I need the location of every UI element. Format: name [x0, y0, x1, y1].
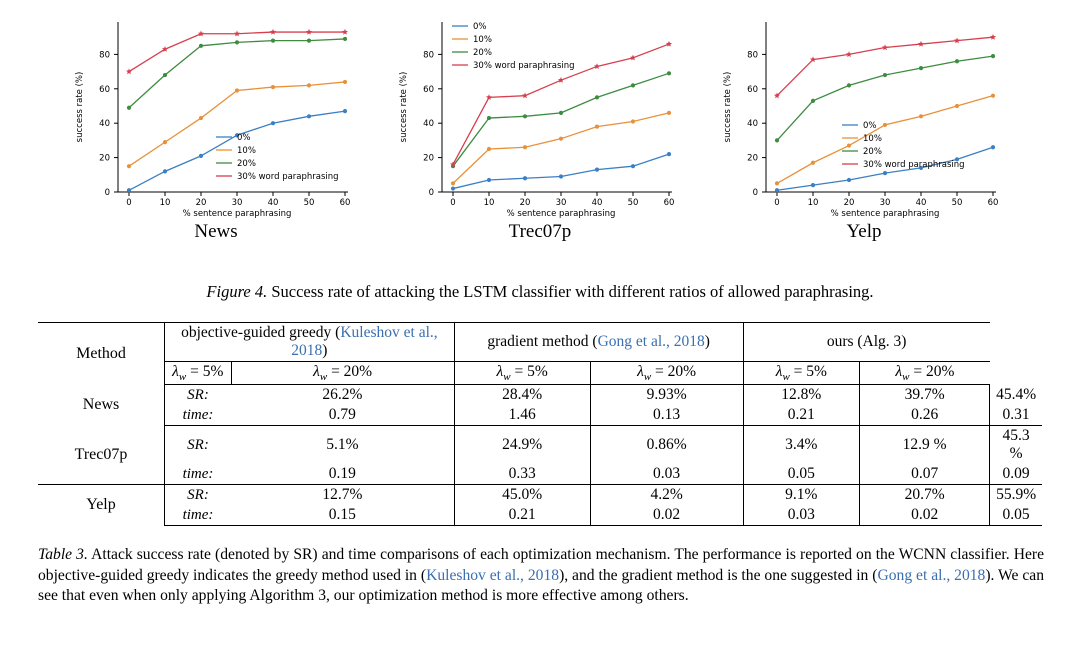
yaxis-label-trec: success rate (%) [399, 71, 409, 143]
line-news-3 [129, 32, 345, 72]
marker-news-0-4 [271, 121, 275, 125]
legend-label-yelp-1: 10% [863, 134, 882, 144]
table-row-trec07p-sr [38, 426, 1042, 465]
cell-trec-time-5: 0.09 [990, 464, 1042, 485]
xtick-yelp-50: 50 [951, 198, 963, 208]
ytick-news-80: 80 [99, 50, 110, 61]
marker-trec07p-1-4 [595, 125, 599, 129]
cell-yelp-time-5: 0.05 [990, 505, 1042, 526]
cell-yelp-sr-4: 20.7% [860, 485, 990, 506]
cell-yelp-sr-2: 4.2% [590, 485, 743, 506]
header-group-gradient [454, 323, 743, 362]
marker-yelp-1-6 [991, 94, 995, 98]
marker-yelp-3-2 [846, 51, 852, 57]
ytick-news-40: 40 [99, 119, 110, 130]
marker-trec07p-0-6 [667, 152, 671, 156]
cell-trec-time-1: 0.33 [454, 464, 590, 485]
marker-news-2-2 [199, 44, 203, 48]
marker-yelp-3-5 [954, 37, 960, 43]
marker-trec07p-2-5 [631, 83, 635, 87]
marker-yelp-2-1 [811, 99, 815, 103]
marker-news-3-4 [270, 29, 276, 35]
panel-title-news: News [194, 221, 238, 242]
chart-panel-yelp [709, 4, 1019, 243]
metric-label-news-time: time: [165, 405, 232, 426]
marker-trec07p-0-0 [451, 186, 455, 190]
row-label-trec07p: Trec07p [38, 426, 165, 485]
marker-trec07p-1-1 [487, 147, 491, 151]
xtick-news-20: 20 [195, 198, 207, 208]
xtick-yelp-10: 10 [807, 198, 819, 208]
table-header-row-1 [38, 323, 1042, 362]
table-row-trec07p-time [38, 464, 1042, 485]
marker-news-2-4 [271, 39, 275, 43]
header-lambda-1: $\lambda_w = 20\%$ [231, 362, 454, 385]
table-row-yelp-sr [38, 485, 1042, 506]
xtick-news-10: 10 [159, 198, 171, 208]
header-group-gradient-pre: gradient method ( [487, 333, 598, 350]
marker-news-2-3 [235, 40, 239, 44]
marker-news-0-5 [307, 114, 311, 118]
legend-label-trec-3: 30% word paraphrasing [473, 61, 575, 71]
marker-news-1-6 [343, 80, 347, 84]
header-group-greedy-post: ) [322, 342, 328, 359]
marker-news-0-2 [199, 154, 203, 158]
marker-trec07p-1-6 [667, 111, 671, 115]
marker-trec07p-3-4 [594, 63, 600, 69]
legend-news [216, 133, 339, 182]
header-lambda-3-val: = 20% [655, 363, 697, 380]
marker-yelp-0-6 [991, 145, 995, 149]
header-lambda-3: $\lambda_w = 20\%$ [590, 362, 743, 385]
ytick-yelp-0: 0 [752, 188, 758, 198]
marker-trec07p-2-2 [523, 114, 527, 118]
legend-label-yelp-0: 0% [863, 121, 877, 131]
marker-yelp-3-6 [990, 34, 996, 40]
cell-news-time-1: 1.46 [454, 405, 590, 426]
ytick-yelp-60: 60 [747, 84, 758, 95]
cell-trec-sr-5: 45.3 % [990, 426, 1042, 465]
cell-news-sr-5: 45.4% [990, 385, 1042, 406]
marker-yelp-2-3 [883, 73, 887, 77]
plot-trec07p [390, 4, 690, 219]
header-lambda-5: $\lambda_w = 20\%$ [860, 362, 990, 385]
table-caption-cite2: Gong et al., 2018 [877, 566, 986, 584]
legend-label-news-2: 20% [237, 159, 256, 169]
table-row-news-sr [38, 385, 1042, 406]
figure-caption-lead: Figure 4. [206, 282, 268, 301]
panel-title-trec07p: Trec07p [508, 221, 572, 242]
ytick-trec-0: 0 [428, 188, 434, 198]
marker-yelp-1-5 [955, 104, 959, 108]
xtick-trec-40: 40 [591, 198, 603, 208]
xtick-trec-0: 0 [450, 198, 456, 208]
cell-news-time-5: 0.31 [990, 405, 1042, 426]
table-caption-part3: ). We can see that even when only applying Algorithm 3, our optimization method is more effective among others. [38, 566, 1045, 605]
chart-svg-trec07p [390, 4, 690, 219]
ytick-yelp-80: 80 [747, 50, 758, 61]
xtick-news-60: 60 [339, 198, 351, 208]
header-lambda-0-val: = 5% [190, 363, 224, 380]
ytick-yelp-20: 20 [747, 153, 758, 164]
marker-trec07p-3-3 [558, 77, 564, 83]
cell-yelp-sr-3: 9.1% [743, 485, 859, 506]
header-lambda-5-val: = 20% [913, 363, 955, 380]
row-label-news: News [82, 396, 120, 414]
marker-news-1-0 [127, 164, 131, 168]
header-group-greedy-cite: Kuleshov et al., 2018 [291, 324, 438, 359]
marker-yelp-2-5 [955, 59, 959, 63]
xaxis-label-yelp: % sentence paraphrasing [830, 209, 940, 219]
cell-news-sr-1: 28.4% [454, 385, 590, 406]
table-row-yelp-time [38, 505, 1042, 526]
cell-yelp-time-3: 0.03 [743, 505, 859, 526]
marker-news-3-3 [234, 31, 240, 37]
cell-news-time-3: 0.21 [743, 405, 859, 426]
cell-news-sr-3: 12.8% [743, 385, 859, 406]
xtick-trec-20: 20 [519, 198, 531, 208]
marker-news-3-2 [198, 31, 204, 37]
results-table [38, 322, 1042, 526]
table-caption-cite1: Kuleshov et al., 2018 [426, 566, 560, 584]
cell-news-sr-4: 39.7% [860, 385, 990, 406]
figure-caption-text: Success rate of attacking the LSTM classifier with different ratios of allowed paraphrasing. [267, 282, 874, 301]
xtick-trec-60: 60 [663, 198, 675, 208]
marker-trec07p-3-2 [522, 92, 528, 98]
ytick-trec-20: 20 [423, 153, 434, 164]
table-caption-part2: ), and the gradient method is the one suggested in ( [559, 566, 878, 584]
metric-label-yelp-sr: SR: [165, 485, 232, 506]
ytick-trec-80: 80 [423, 50, 434, 61]
marker-news-1-5 [307, 83, 311, 87]
row-label-yelp: Yelp [86, 496, 116, 514]
cell-trec-time-2: 0.03 [590, 464, 743, 485]
marker-news-2-0 [127, 106, 131, 110]
cell-trec-sr-2: 0.86% [590, 426, 743, 465]
table-3 [38, 322, 1042, 526]
table-caption-part1: Attack success rate (denoted by SR) and time comparisons of each optimization mechanism. The performance is reported on the WCNN classifier. Here objective-guided greedy indicates the greedy method used in ( [38, 546, 1044, 584]
xtick-news-0: 0 [126, 198, 132, 208]
header-lambda-2: $\lambda_w = 5\%$ [454, 362, 590, 385]
metric-label-trec-time: time: [165, 464, 232, 485]
marker-yelp-3-4 [918, 41, 924, 47]
cell-news-time-4: 0.26 [860, 405, 990, 426]
cell-trec-sr-1: 24.9% [454, 426, 590, 465]
ytick-news-20: 20 [99, 153, 110, 164]
marker-yelp-0-1 [811, 183, 815, 187]
marker-yelp-2-2 [847, 83, 851, 87]
metric-label-yelp-time: time: [165, 505, 232, 526]
header-group-gradient-cite: Gong et al., 2018 [597, 333, 705, 350]
marker-trec07p-1-2 [523, 145, 527, 149]
marker-trec07p-0-1 [487, 178, 491, 182]
legend-label-news-3: 30% word paraphrasing [237, 172, 339, 182]
marker-news-1-2 [199, 116, 203, 120]
legend-yelp [842, 121, 965, 170]
cell-yelp-sr-0: 12.7% [322, 486, 363, 504]
cell-trec-time-0: 0.19 [231, 464, 454, 485]
table-caption [38, 545, 1044, 607]
xtick-trec-10: 10 [483, 198, 495, 208]
metric-label-news-sr: SR: [165, 385, 232, 406]
header-group-gradient-post: ) [704, 333, 710, 350]
header-group-greedy-pre: objective-guided greedy ( [181, 324, 341, 341]
xtick-yelp-30: 30 [879, 198, 891, 208]
yaxis-label-news: success rate (%) [75, 71, 85, 143]
xtick-news-50: 50 [303, 198, 315, 208]
marker-trec07p-2-3 [559, 111, 563, 115]
marker-news-1-3 [235, 88, 239, 92]
marker-news-2-1 [163, 73, 167, 77]
header-group-ours-label: ours (Alg. 3) [826, 333, 907, 350]
legend-label-news-0: 0% [237, 133, 251, 143]
chart-svg-news [66, 4, 366, 219]
marker-yelp-2-4 [919, 66, 923, 70]
xtick-news-30: 30 [231, 198, 243, 208]
xtick-yelp-40: 40 [915, 198, 927, 208]
marker-news-1-4 [271, 85, 275, 89]
chart-svg-yelp [714, 4, 1014, 219]
metric-label-trec-sr: SR: [165, 426, 232, 465]
marker-trec07p-1-3 [559, 137, 563, 141]
marker-trec07p-0-4 [595, 168, 599, 172]
legend-label-trec-2: 20% [473, 48, 492, 58]
cell-trec-time-3: 0.05 [743, 464, 859, 485]
marker-trec07p-1-0 [451, 181, 455, 185]
xaxis-label-news: % sentence paraphrasing [182, 209, 292, 219]
xtick-yelp-20: 20 [843, 198, 855, 208]
marker-yelp-3-3 [882, 44, 888, 50]
xtick-yelp-60: 60 [987, 198, 999, 208]
marker-yelp-1-1 [811, 161, 815, 165]
cell-trec-time-4: 0.07 [860, 464, 990, 485]
marker-news-2-6 [343, 37, 347, 41]
marker-news-3-0 [126, 68, 132, 74]
marker-yelp-0-0 [775, 188, 779, 192]
figure-4 [0, 4, 1080, 254]
marker-news-0-6 [343, 109, 347, 113]
ytick-news-0: 0 [104, 188, 110, 198]
cell-yelp-time-4: 0.02 [860, 505, 990, 526]
marker-trec07p-1-5 [631, 119, 635, 123]
header-group-greedy [165, 323, 455, 362]
line-yelp-1 [777, 96, 993, 184]
cell-news-time-0: 0.79 [231, 405, 454, 426]
marker-yelp-0-3 [883, 171, 887, 175]
table-header-row-2 [38, 362, 1042, 385]
ytick-yelp-40: 40 [747, 119, 758, 130]
marker-trec07p-3-1 [486, 94, 492, 100]
marker-trec07p-0-3 [559, 174, 563, 178]
marker-news-3-6 [342, 29, 348, 35]
marker-news-0-0 [127, 188, 131, 192]
marker-news-2-5 [307, 39, 311, 43]
marker-news-1-1 [163, 140, 167, 144]
ytick-news-60: 60 [99, 84, 110, 95]
header-lambda-2-val: = 5% [514, 363, 548, 380]
cell-news-sr-0: 26.2% [322, 386, 363, 404]
chart-panel-trec07p [385, 4, 695, 243]
cell-yelp-sr-1: 45.0% [454, 485, 590, 506]
cell-trec-sr-3: 3.4% [743, 426, 859, 465]
marker-yelp-2-0 [775, 138, 779, 142]
line-yelp-2 [777, 56, 993, 140]
cell-trec-sr-0: 5.1% [326, 436, 359, 454]
plot-yelp [714, 4, 1014, 219]
marker-trec07p-3-5 [630, 55, 636, 61]
marker-trec07p-2-4 [595, 95, 599, 99]
xtick-yelp-0: 0 [774, 198, 780, 208]
cell-yelp-time-1: 0.21 [454, 505, 590, 526]
xtick-trec-30: 30 [555, 198, 567, 208]
legend-label-trec-0: 0% [473, 22, 487, 32]
marker-trec07p-2-1 [487, 116, 491, 120]
marker-trec07p-0-5 [631, 164, 635, 168]
yaxis-label-yelp: success rate (%) [723, 71, 733, 143]
table-row-news-time [38, 405, 1042, 426]
cell-yelp-time-2: 0.02 [590, 505, 743, 526]
table-caption-lead: Table 3. [38, 546, 88, 563]
header-lambda-4-val: = 5% [793, 363, 827, 380]
header-group-ours [743, 323, 990, 362]
header-lambda-0: $\lambda_w = 5\%$ [165, 362, 232, 385]
legend-label-yelp-2: 20% [863, 147, 882, 157]
xtick-trec-50: 50 [627, 198, 639, 208]
legend-trec07p [452, 22, 575, 71]
marker-trec07p-2-6 [667, 71, 671, 75]
line-trec07p-0 [453, 154, 669, 188]
marker-yelp-1-2 [847, 143, 851, 147]
marker-yelp-2-6 [991, 54, 995, 58]
cell-trec-sr-4: 12.9 % [860, 426, 990, 465]
marker-yelp-1-4 [919, 114, 923, 118]
marker-yelp-1-3 [883, 123, 887, 127]
chart-panel-news [61, 4, 371, 243]
marker-trec07p-3-6 [666, 41, 672, 47]
line-news-2 [129, 39, 345, 108]
ytick-trec-40: 40 [423, 119, 434, 130]
header-lambda-4: $\lambda_w = 5\%$ [743, 362, 859, 385]
header-method: Method [38, 323, 165, 385]
xtick-news-40: 40 [267, 198, 279, 208]
cell-yelp-sr-5: 55.9% [990, 485, 1042, 506]
marker-trec07p-0-2 [523, 176, 527, 180]
ytick-trec-60: 60 [423, 84, 434, 95]
cell-yelp-time-0: 0.15 [231, 505, 454, 526]
plot-news [66, 4, 366, 219]
panel-title-yelp: Yelp [846, 221, 882, 242]
xaxis-label-trec: % sentence paraphrasing [506, 209, 616, 219]
legend-label-trec-1: 10% [473, 35, 492, 45]
legend-label-yelp-3: 30% word paraphrasing [863, 160, 965, 170]
marker-news-3-5 [306, 29, 312, 35]
marker-yelp-0-2 [847, 178, 851, 182]
legend-label-news-1: 10% [237, 146, 256, 156]
cell-news-time-2: 0.13 [590, 405, 743, 426]
cell-news-sr-2: 9.93% [590, 385, 743, 406]
header-lambda-1-val: = 20% [331, 363, 373, 380]
marker-yelp-1-0 [775, 181, 779, 185]
marker-news-0-1 [163, 169, 167, 173]
figure-caption [0, 282, 1080, 302]
